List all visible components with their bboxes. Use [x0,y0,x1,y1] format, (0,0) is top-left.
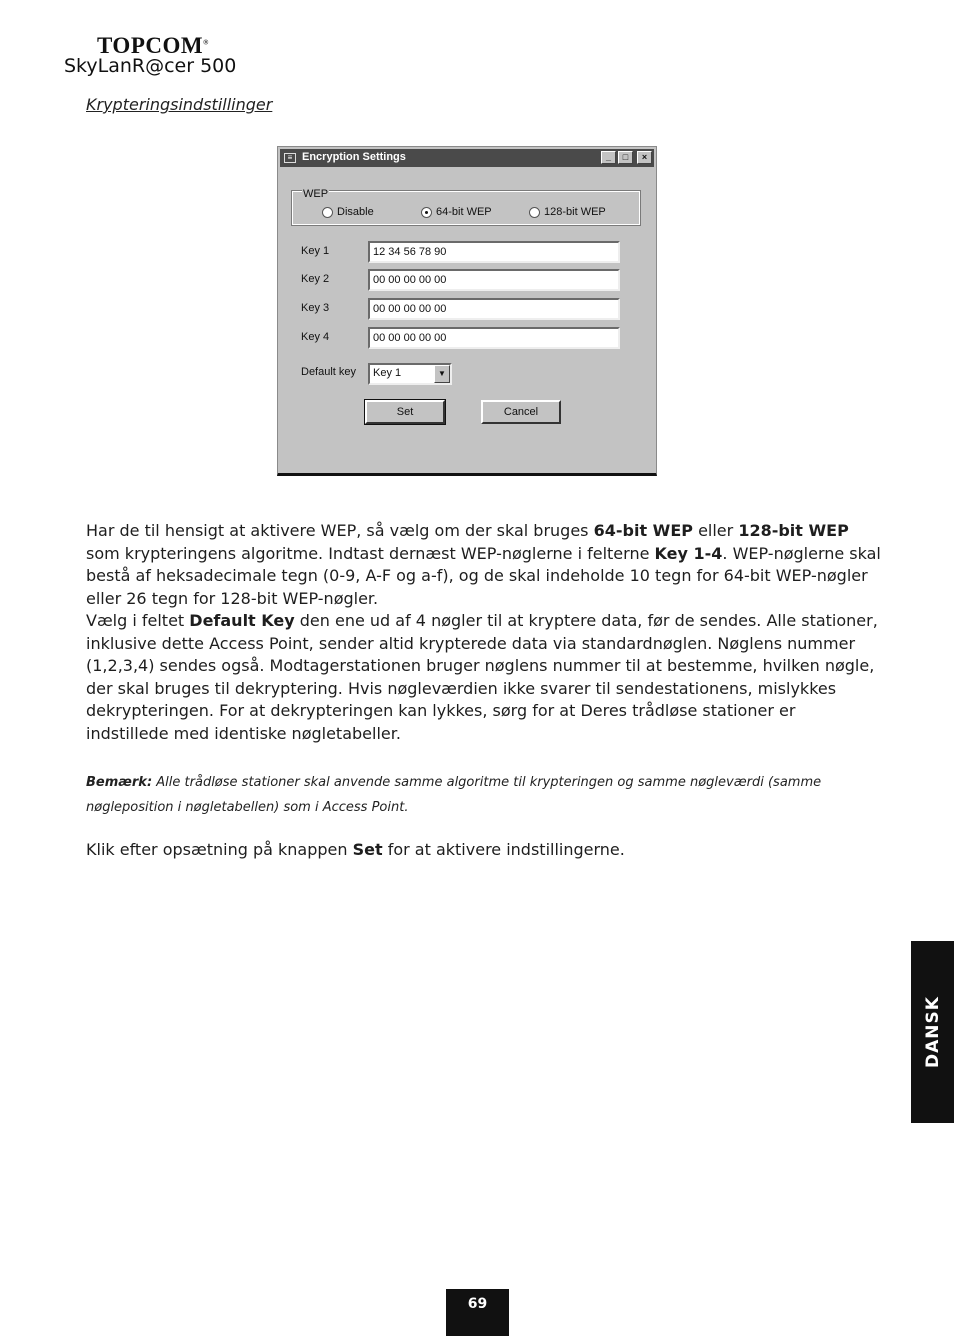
key1-field[interactable]: 12 34 56 78 90 [368,241,620,263]
radio-128bit-label: 128-bit WEP [544,206,606,218]
default-key-select[interactable] [368,363,452,385]
close-icon[interactable]: × [637,151,652,164]
body-text [86,520,881,745]
text-run: Vælg i feltet [86,611,190,630]
radio-64bit-wep[interactable] [421,206,492,218]
key1-label: Key 1 [301,245,330,257]
text-run: som krypteringens algoritme. Indtast dernæst WEP-nøglerne i felterne [86,543,655,563]
text-run: . WEP-nøglerne skal bestå af heksadecimale tegn (0-9, A-F og a-f), og de skal indeholde 10 tegn for 64-bit WEP-nøgler eller 26 tegn for 128-bit WEP-nøgler. [86,543,881,608]
key3-label: Key 3 [301,302,330,314]
wep-group-label: WEP [303,188,329,200]
dialog-titlebar [280,149,654,167]
radio-unselected-icon [529,207,540,218]
brand-name: TOPCOM [97,33,204,58]
encryption-settings-dialog [277,146,657,476]
cancel-button[interactable]: Cancel [481,400,561,424]
default-key-label: Default key [301,366,357,378]
language-tab-label: DANSK [922,996,943,1068]
radio-128bit-wep[interactable] [529,206,606,218]
system-menu-icon[interactable]: ≡ [284,153,296,163]
key2-label: Key 2 [301,273,330,285]
set-button[interactable]: Set [365,400,445,424]
paragraph-wep [86,520,881,610]
radio-64bit-label: 64-bit WEP [436,206,492,218]
note-label: Bemærk: [86,775,153,790]
page-number: 69 [446,1289,509,1336]
text-bold-key-range: Key 1-4 [654,543,723,563]
text-run: Har de til hensigt at aktivere WEP, så vælg om der skal bruges [86,521,594,540]
dropdown-arrow-icon[interactable]: ▼ [434,365,450,383]
radio-unselected-icon [322,207,333,218]
section-title: Krypteringsindstillinger [86,95,273,114]
language-tab [911,941,954,1123]
radio-disable-label: Disable [337,206,374,218]
text-run: for at aktivere indstillingerne. [382,840,625,859]
key4-field[interactable]: 00 00 00 00 00 [368,327,620,349]
radio-disable[interactable] [322,206,374,218]
text-bold-set: Set [352,840,383,859]
minimize-icon[interactable]: _ [601,151,616,164]
product-name: SkyLanR@cer 500 [64,55,237,77]
maximize-icon[interactable]: □ [618,151,633,164]
text-bold-128bit: 128-bit WEP [738,521,849,540]
key4-label: Key 4 [301,331,330,343]
text-bold-64bit: 64-bit WEP [593,521,693,540]
text-run: Klik efter opsætning på knappen [86,840,353,859]
text-bold-default-key: Default Key [189,611,295,630]
key2-field[interactable]: 00 00 00 00 00 [368,269,620,291]
final-instruction [86,840,625,859]
radio-selected-icon [421,207,432,218]
key3-field[interactable]: 00 00 00 00 00 [368,298,620,320]
registered-mark: ® [203,38,209,47]
paragraph-default-key [86,610,881,745]
note [86,770,881,820]
text-run: den ene ud af 4 nøgler til at kryptere data, før de sendes. Alle stationer, inklusive dette Access Point, sender altid krypterede data via standardnøglen. Nøglens nummer (1,2,3,4) sendes også. Modtagerstationen bruger nøglens nummer til at bestemme, hvilken nøgle, der skal bruges til dekryptering. Hvis nøgleværdien ikke svarer til sendestationens, mislykkes dekrypteringen. For at dekrypteringen kan lykkes, sørg for at Deres trådløse stationer er indstillede med identiske nøgletabeller. [86,611,878,743]
note-text: Alle trådløse stationer skal anvende samme algoritme til krypteringen og samme nøgleværdi (samme nøgleposition i nøgletabellen) som i Access Point. [86,775,822,815]
text-run: eller [692,521,739,540]
default-key-value: Key 1 [373,367,402,379]
dialog-title: Encryption Settings [302,151,406,163]
